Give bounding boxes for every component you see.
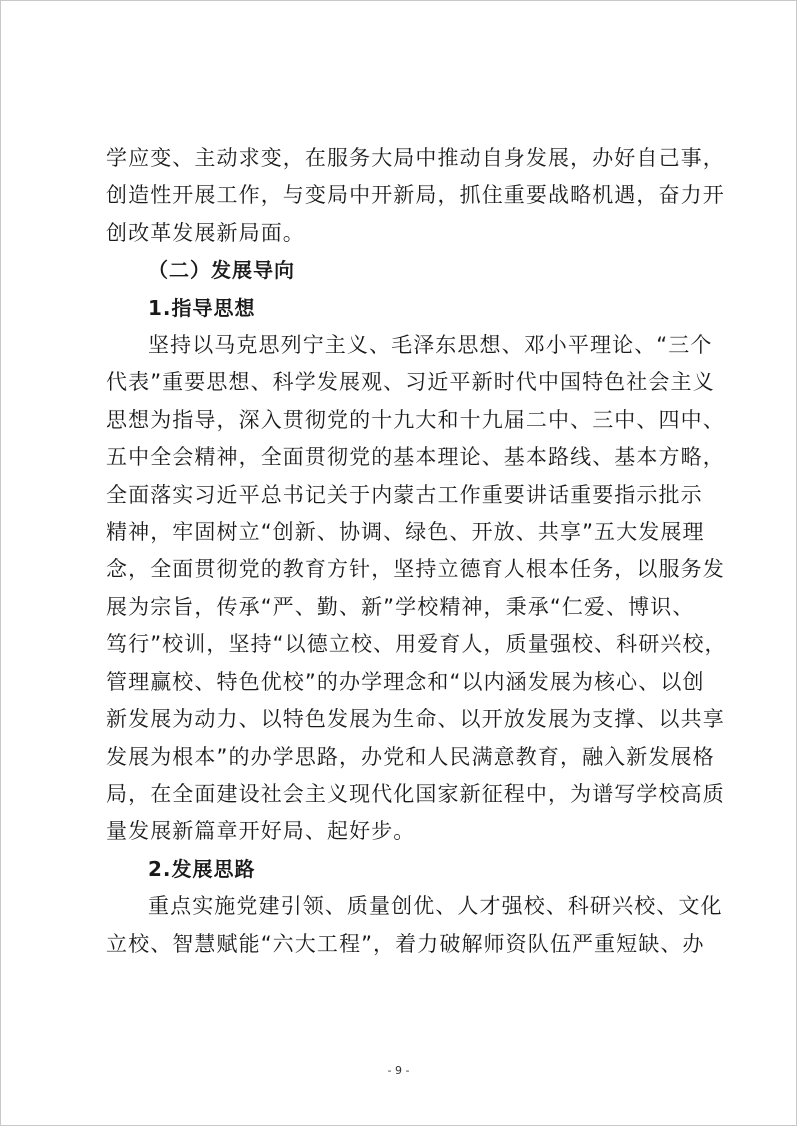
section-heading: （二）发展导向 (148, 258, 295, 283)
text-line: 重点实施党建引领、质量创优、人才强校、科研兴校、文化 (148, 894, 723, 919)
text-line: 发展为根本”的办学思路，办党和人民满意教育，融入新发展格 (106, 744, 715, 769)
text-line: 精神，牢固树立“创新、协调、绿色、开放、共享”五大发展理 (106, 520, 705, 545)
page-number: - 9 - (387, 1064, 410, 1077)
paragraph-continuation (106, 140, 725, 252)
text-line: 量发展新篇章开好局、起好步。 (106, 819, 416, 844)
text-line: 五中全会精神，全面贯彻党的基本理论、基本路线、基本方略， (106, 445, 725, 470)
text-line: 代表”重要思想、科学发展观、习近平新时代中国特色社会主义 (106, 370, 715, 395)
text-line: 学应变、主动求变，在服务大局中推动自身发展，办好自己事， (106, 146, 725, 170)
subheading-development-approach: 2.发展思路 (148, 856, 256, 881)
text-line: 创改革发展新局面。 (106, 220, 305, 245)
text-line: 思想为指导，深入贯彻党的十九大和十九届二中、三中、四中、 (106, 407, 725, 432)
subheading-guiding-ideology: 1.指导思想 (148, 295, 256, 320)
paragraph-development-approach (106, 888, 723, 963)
paragraph-guiding-ideology (106, 327, 727, 851)
text-line: 创造性开展工作，与变局中开新局，抓住重要战略机遇，奋力开 (106, 183, 725, 208)
text-line: 全面落实习近平总书记关于内蒙古工作重要讲话重要指示批示 (106, 482, 703, 507)
text-line: 局，在全面建设社会主义现代化国家新征程中，为谱写学校高质 (106, 781, 725, 806)
text-line: 新发展为动力、以特色发展为生命、以开放发展为支撑、以共享 (106, 707, 725, 732)
text-line: 坚持以马克思列宁主义、毛泽东思想、邓小平理论、“三个 (148, 333, 713, 358)
text-line: 立校、智慧赋能“六大工程”，着力破解师资队伍严重短缺、办 (106, 931, 705, 956)
text-line: 展为宗旨，传承“严、勤、新”学校精神，秉承“仁爱、博识、 (106, 594, 695, 619)
document-body (106, 140, 727, 963)
text-line: 笃行”校训，坚持“以德立校、用爱育人，质量强校、科研兴校， (106, 632, 727, 657)
text-line: 念，全面贯彻党的教育方针，坚持立德育人根本任务，以服务发 (106, 557, 725, 582)
text-line: 管理赢校、特色优校”的办学理念和“以内涵发展为核心、以创 (106, 669, 705, 694)
